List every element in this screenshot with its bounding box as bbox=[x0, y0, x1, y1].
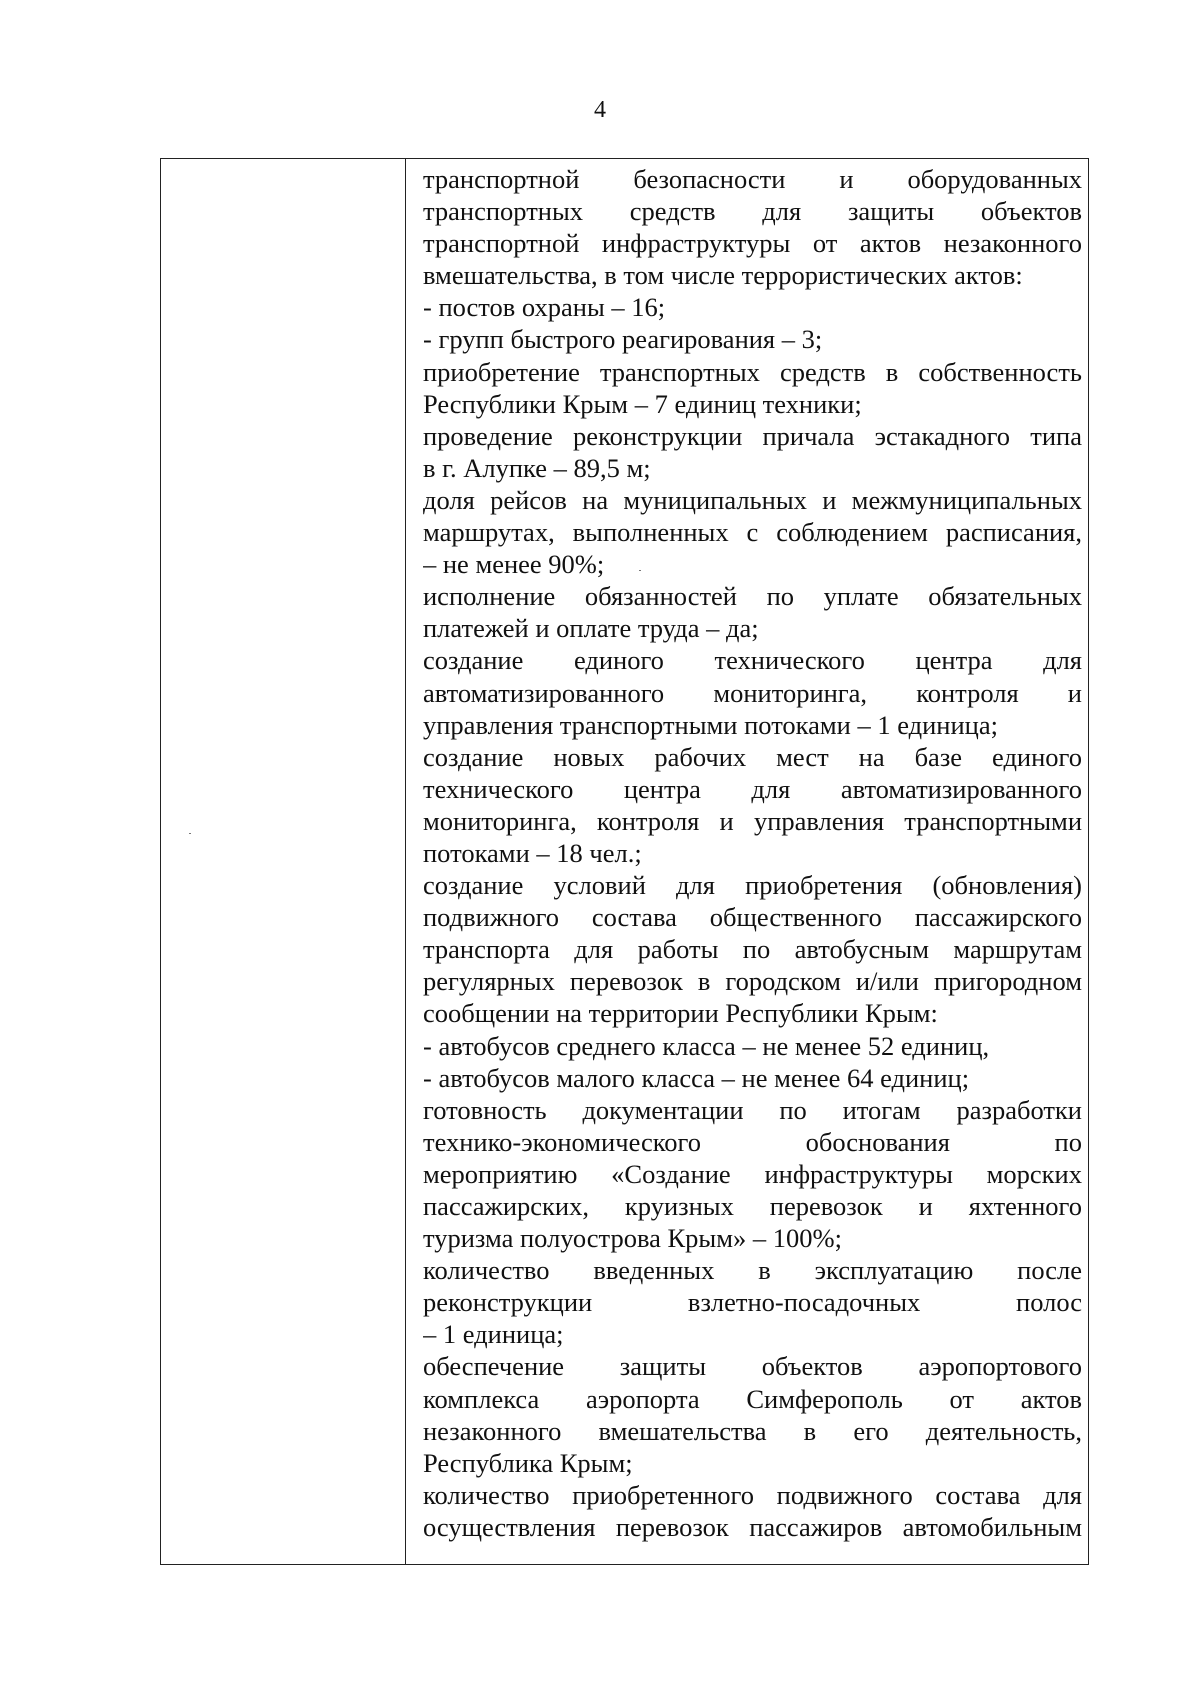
text-line: исполнение обязанностей по уплате обязательных bbox=[423, 581, 1082, 612]
page-number: 4 bbox=[594, 97, 606, 123]
text-line: – не менее 90%; bbox=[423, 549, 605, 580]
text-line: подвижного состава общественного пассажирского bbox=[423, 902, 1082, 933]
text-line: проведение реконструкции причала эстакадного типа bbox=[423, 420, 1082, 451]
text-line: - автобусов малого класса – не менее 64 единиц; bbox=[423, 1062, 970, 1093]
text-line: маршрутах, выполненных с соблюдением расписания, bbox=[423, 517, 1082, 548]
text-line: транспортной инфраструктуры от актов незаконного bbox=[423, 228, 1082, 259]
text-line: - автобусов среднего класса – не менее 52 единиц, bbox=[423, 1030, 990, 1061]
text-line: - постов охраны – 16; bbox=[423, 292, 666, 323]
text-line: незаконного вмешательства в его деятельность, bbox=[423, 1415, 1082, 1446]
text-line: технического центра для автоматизированного bbox=[423, 773, 1082, 804]
text-line: управления транспортными потоками – 1 единица; bbox=[423, 709, 998, 740]
text-line: транспортной безопасности и оборудованных bbox=[423, 164, 1082, 194]
text-line: – 1 единица; bbox=[423, 1319, 564, 1350]
text-line: обеспечение защиты объектов аэропортового bbox=[423, 1351, 1082, 1382]
text-line: количество приобретенного подвижного состава для bbox=[423, 1479, 1082, 1510]
text-line: создание условий для приобретения (обновления) bbox=[423, 870, 1082, 901]
text-line: Республика Крым; bbox=[423, 1447, 633, 1478]
text-line: платежей и оплате труда – да; bbox=[423, 613, 759, 644]
table-right-cell bbox=[406, 159, 1088, 1564]
text-line: создание новых рабочих мест на базе единого bbox=[423, 741, 1082, 772]
text-line: мониторинга, контроля и управления транспортными bbox=[423, 805, 1082, 836]
text-line: вмешательства, в том числе террористических актов: bbox=[423, 260, 1023, 291]
text-line: создание единого технического центра для bbox=[423, 645, 1082, 676]
text-line: доля рейсов на муниципальных и межмуниципальных bbox=[423, 484, 1082, 515]
text-line: мероприятию «Создание инфраструктуры морских bbox=[423, 1158, 1082, 1189]
scan-artifact-dot bbox=[189, 833, 191, 834]
text-line: приобретение транспортных средств в собственность bbox=[423, 356, 1082, 387]
text-line: туризма полуострова Крым» – 100%; bbox=[423, 1223, 842, 1254]
text-line: осуществления перевозок пассажиров автомобильным bbox=[423, 1511, 1082, 1542]
text-line: в г. Алупке – 89,5 м; bbox=[423, 452, 651, 483]
text-line: готовность документации по итогам разработки bbox=[423, 1094, 1082, 1125]
scan-artifact-dot bbox=[639, 570, 641, 571]
text-line: - групп быстрого реагирования – 3; bbox=[423, 324, 823, 355]
text-line: реконструкции взлетно-посадочных полос bbox=[423, 1287, 1082, 1318]
text-line: комплекса аэропорта Симферополь от актов bbox=[423, 1383, 1082, 1414]
text-line: сообщении на территории Республики Крым: bbox=[423, 998, 938, 1029]
text-line: транспорта для работы по автобусным маршрутам bbox=[423, 934, 1082, 965]
text-line: автоматизированного мониторинга, контроля и bbox=[423, 677, 1082, 708]
text-line: потоками – 18 чел.; bbox=[423, 837, 642, 868]
text-line: Республики Крым – 7 единиц техники; bbox=[423, 388, 862, 419]
table-left-cell bbox=[161, 159, 406, 1564]
document-table bbox=[160, 158, 1089, 1565]
text-line: технико-экономического обоснования по bbox=[423, 1126, 1082, 1157]
text-line: транспортных средств для защиты объектов bbox=[423, 196, 1082, 227]
text-line: количество введенных в эксплуатацию после bbox=[423, 1255, 1082, 1286]
text-line: пассажирских, круизных перевозок и яхтенного bbox=[423, 1191, 1082, 1221]
text-line: регулярных перевозок в городском и/или пригородном bbox=[423, 966, 1082, 997]
